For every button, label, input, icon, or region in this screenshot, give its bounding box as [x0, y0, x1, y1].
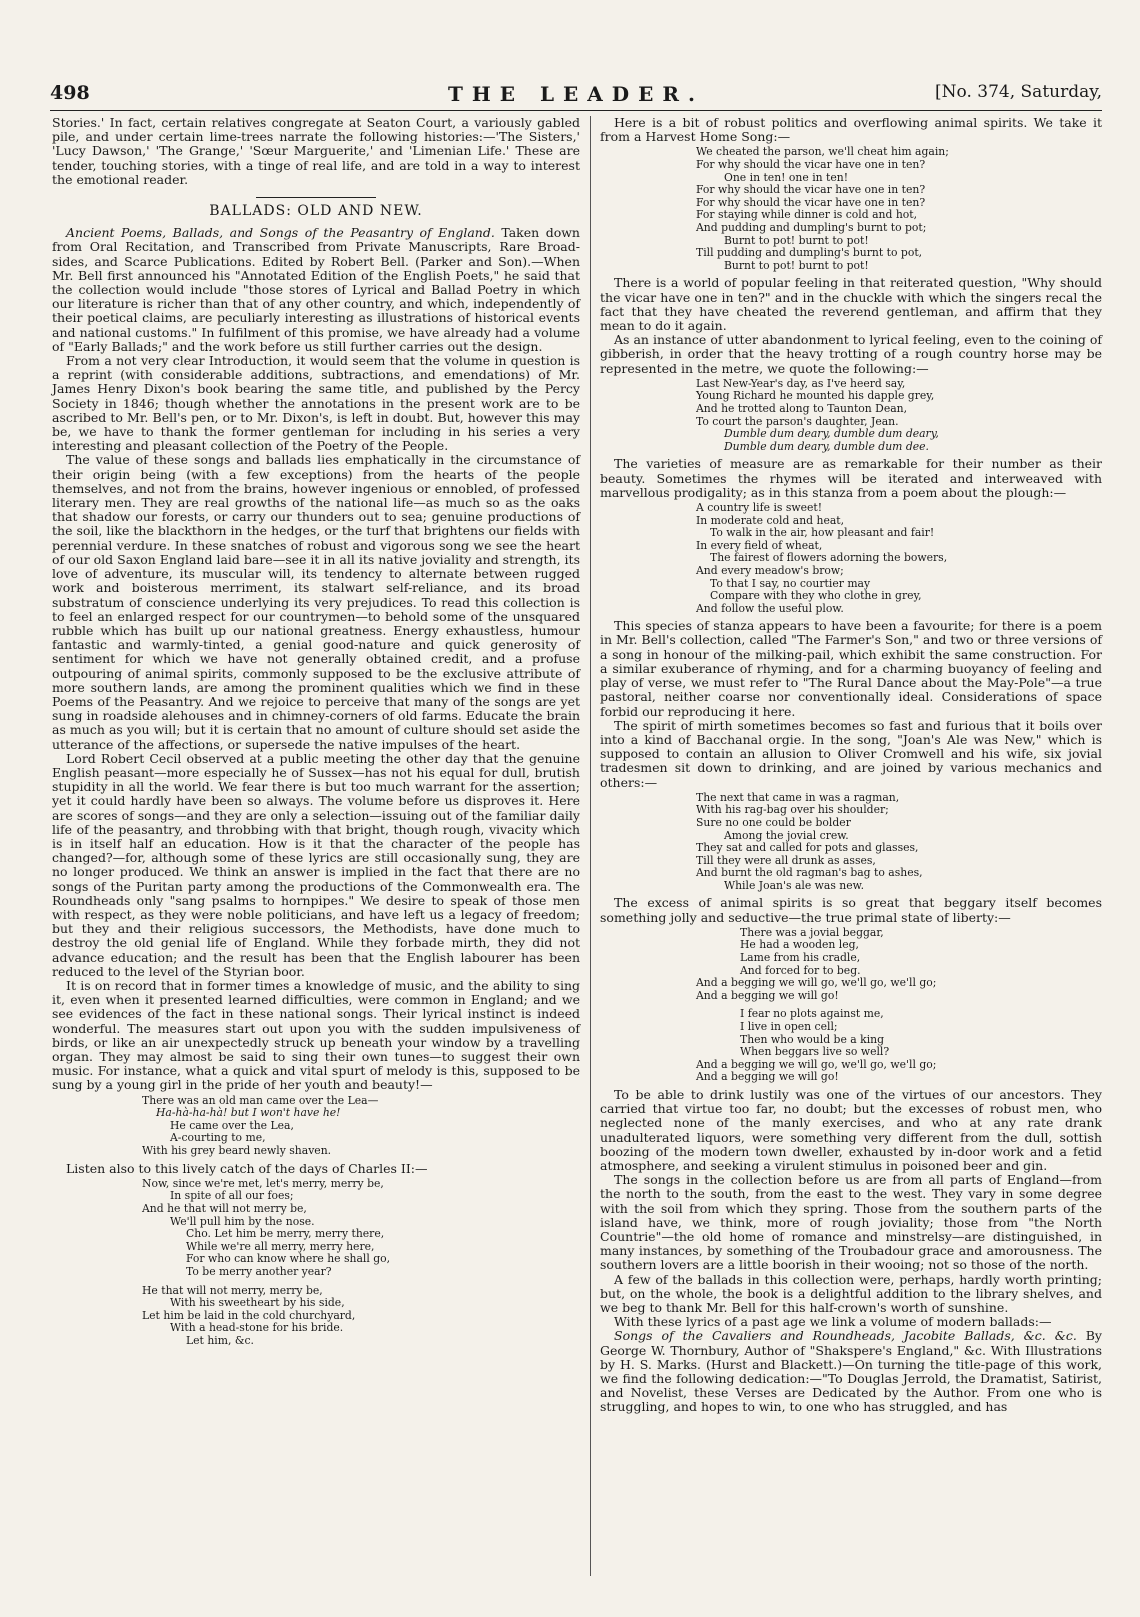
verse-line: Compare with they who clothe in grey, — [710, 589, 922, 603]
verse-line: While we're all merry, merry here, — [186, 1239, 375, 1253]
verse-line: For why should the vicar have one in ten? — [696, 158, 926, 171]
verse-line: Till they were all drunk as asses, — [696, 853, 876, 867]
verse-line: One in ten! one in ten! — [724, 170, 849, 184]
verse-joans-ale — [600, 792, 1102, 893]
verse-line: Cho. Let him be merry, merry there, — [186, 1227, 385, 1241]
right-paragraph-6: The spirit of mirth sometimes becomes so fast and furious that it boils over into a kind of Bacchanal orgie. In the song, "Joan's Ale was New," which is supposed to contain an allusion to Oliver Cromwell and his wife, six jovial tradesmen sit down to drinking, and are joined by various mechanics and others:— — [600, 717, 1102, 790]
verse-charles — [52, 1178, 580, 1348]
verse-harvest-home — [600, 146, 1102, 272]
verse-line: Young Richard he mounted his dapple grey, — [696, 389, 935, 403]
book-description: Taken down from Oral Recitation, and Transcribed from Private Manuscripts, Rare Broad-sides, and Scarce Publications. Edited by Robert Bell. (Parker and Son).—When Mr. Bell first announced his "Annotated Edition of the English Poets," he said that the collection would include "those stores of Lyrical and Ballad Poetry in which our literature is richer than that of any other country, and which, independently of their poetical claims, are peculiarly interesting as illustrations of historical events and national customs." In fulfilment of this promise, we have already had a volume of "Early Ballads;" and the work before us still further carries out the design. — [52, 225, 580, 354]
verse-line: A country life is sweet! — [696, 500, 823, 514]
verse-line: The fairest of flowers adorning the bowers, — [710, 551, 948, 565]
verse-line: In spite of all our foes; — [170, 1189, 294, 1203]
listen-paragraph: Listen also to this lively catch of the days of Charles II:— — [66, 1160, 428, 1176]
review-paragraph-2: From a not very clear Introduction, it would seem that the volume in question is a reprint (with considerable additions, subtractions, and emendations) of Mr. James Henry Dixon's book bearing the same title, and published by the Percy Society in 1846; though whether the annotations in the present work are to be ascribed to Mr. Bell's pen, or to Mr. Dixon's, is left in doubt. But, however this may be, we have to thank the former gentleman for including in his series a very interesting and pleasant collection of the Poetry of the People. — [52, 353, 580, 454]
verse-line: Till pudding and dumpling's burnt to pot, — [696, 246, 923, 260]
verse-plough — [600, 502, 1102, 615]
verse-line: And burnt the old ragman's bag to ashes, — [696, 866, 923, 880]
verse-line: For why should the vicar have one in ten? — [696, 195, 926, 209]
column-divider — [590, 116, 591, 1576]
verse-jovial-beggar — [600, 927, 1102, 1084]
verse-line: And a begging we will go! — [696, 1070, 839, 1084]
verse-taunton-dean — [600, 378, 1102, 454]
right-paragraph-1: Here is a bit of robust politics and overflowing animal spirits. We take it from a Harvest Home Song:— — [600, 115, 1102, 145]
right-paragraph-8: To be able to drink lustily was one of the virtues of our ancestors. They carried that virtue too far, no doubt; but the excesses of robust men, who neglected none of the manly exercises, and who at any rate drank unadulterated liquors, were something very different from the dull, sottish boozing of the modern town dweller, exhausted by in-door work and a fetid atmosphere, and seeking a virulent stimulus in poisoned beer and gin. — [600, 1087, 1102, 1174]
verse-line: Then who would be a king — [740, 1032, 885, 1046]
verse-line: Burnt to pot! burnt to pot! — [724, 258, 869, 272]
verse-line: While Joan's ale was new. — [724, 878, 865, 892]
verse-line: With his sweetheart by his side, — [170, 1296, 345, 1310]
verse-line: The next that came in was a ragman, — [696, 790, 900, 804]
review-paragraph-4: Lord Robert Cecil observed at a public meeting the other day that the genuine English peasant—more especially he of Sussex—has not his equal for dull, brutish stupidity in all the world. We fear there is but too much warrant for the assertion; yet it could hardly have been so always. The volume before us disproves it. Here are scores of songs—and they are only a selection—issuing out of the familiar daily life of the peasantry, and throbbing with that bright, though rough, vivacity which is in itself half an education. How is it that the character of the people has changed?—for, although some of these lyrics are still occasionally sung, they are no longer produced. We think an answer is implied in the fact that there are no songs of the Puritan party among the productions of the Commonwealth era. The Roundheads only "sang psalms to hornpipes." We desire to speak of those men with respect, as they were noble politicians, and have left us a legacy of freedom; but they and their religious successors, the Methodists, have done much to destroy the old genial life of England. While they forbade mirth, they did not advance education; and the result has been that the English labourer has been reduced to the level of the Styrian boor. — [52, 750, 580, 979]
verse-line: A-courting to me, — [170, 1131, 266, 1145]
right-paragraph-9: The songs in the collection before us are from all parts of England—from the north to the south, from the east to the west. They vary in some degree with the soil from which they spring. Those from the southern parts of the island have, we think, more of rough joviality; those from "the North Countrie"—the old home of romance and minstrelsy—are distinguished, in many instances, by something of the Troubadour grace and amorousness. The southern lovers are a little boorish in their wooing; not so those of the north. — [600, 1172, 1102, 1273]
verse-line: To that I say, no courtier may — [710, 576, 871, 590]
verse-line: And every meadow's brow; — [696, 563, 844, 577]
verse-line: And he that will not merry be, — [142, 1201, 307, 1215]
right-paragraph-10: A few of the ballads in this collection were, perhaps, hardly worth printing; but, on the whole, the book is a delightful addition to the library shelves, and we beg to thank Mr. Bell for this half-crown's worth of sunshine. — [600, 1271, 1102, 1316]
verse-line: And a begging we will go, we'll go, we'll go; — [696, 976, 937, 990]
review-paragraph-5: It is on record that in former times a knowledge of music, and the ability to sing it, even when it presented learned difficulties, were common in England; and we see evidences of the fact in these national songs. Their lyrical instinct is indeed wonderful. The measures start out upon you with the sudden impulsiveness of birds, or like an air unexpectedly struck up beneath your window by a travelling organ. They may almost be said to sing their own tunes—to suggest their own music. For instance, what a quick and vital spurt of melody is this, supposed to be sung by a young girl in the pride of her youth and beauty!— — [52, 977, 580, 1093]
verse-line: With his grey beard newly shaven. — [142, 1143, 332, 1157]
verse-line: Among the jovial crew. — [724, 828, 849, 842]
right-paragraph-7: The excess of animal spirits is so great that beggary itself becomes something jolly and seductive—the true primal state of liberty:— — [600, 895, 1102, 925]
verse-line: We cheated the parson, we'll cheat him again; — [696, 145, 949, 159]
verse-line: He had a wooden leg, — [740, 938, 859, 952]
right-paragraph-3: As an instance of utter abandonment to lyrical feeling, even to the coining of gibberish, in order that the heavy trotting of a rough country horse may be represented in the metre, we quote the following:— — [600, 332, 1102, 376]
verse-line: There was a jovial beggar, — [740, 925, 884, 939]
masthead — [50, 82, 1102, 110]
section-rule — [256, 197, 376, 198]
verse-line: And follow the useful plow. — [696, 601, 844, 615]
verse-line: And forced for to beg. — [740, 963, 861, 977]
right-column — [600, 116, 1102, 1415]
verse-line: Dumble dum deary, dumble dum deary, — [724, 427, 939, 441]
verse-line: For staying while dinner is cold and hot, — [696, 208, 918, 222]
right-paragraph-11: With these lyrics of a past age we link a volume of modern ballads:— — [614, 1314, 1052, 1330]
verse-line: There was an old man came over the Lea— — [142, 1093, 379, 1107]
verse-line: Sure no one could be bolder — [696, 815, 851, 829]
verse-line: To walk in the air, how pleasant and fair! — [710, 526, 935, 540]
verse-line: Ha-hà-ha-hà! but I won't have he! — [156, 1106, 341, 1120]
verse-line: And a begging we will go, we'll go, we'll go; — [696, 1057, 937, 1071]
verse-line: In every field of wheat, — [696, 538, 823, 552]
review-paragraph-1 — [52, 226, 580, 354]
book-title: Ancient Poems, Ballads, and Songs of the Peasantry of England. — [66, 225, 495, 241]
verse-line: Lame from his cradle, — [740, 951, 861, 965]
right-paragraph-4: The varieties of measure are as remarkable for their number as their beauty. Sometimes the rhymes will be iterated and interweaved with marvellous prodigality; as in this stanza from a poem about the plough:— — [600, 456, 1102, 500]
verse-line: With his rag-bag over his shoulder; — [696, 803, 889, 817]
verse-line: To be merry another year? — [186, 1264, 332, 1278]
verse-line: In moderate cold and heat, — [696, 513, 845, 527]
verse-line: When beggars live so well? — [740, 1045, 890, 1059]
review-paragraph-3: The value of these songs and ballads lies emphatically in the circumstance of their origin being (with a few exceptions) from the hearts of the people themselves, and not from the brains, however ingenious or ennobled, of professed literary men. They are real growths of the national life—as much so as the oaks that shadow our forests, or carry our thunders out to sea; genuine productions of the soil, like the blackthorn in the hedges, or the turf that brightens our fields with perennial verdure. In these snatches of robust and vigorous song we see the heart of our old Saxon England laid bare—see it in all its native joviality and strength, its love of adventure, its muscular will, its tendency to alternate between rugged work and boisterous merriment, its stalwart self-reliance, and its broad substratum of conscience underlying its very prejudices. To read this collection is to feel an enlarged respect for our countrymen—to behold some of the unsquared rubble which has built up our national greatness. Energy exhaustless, humour fantastic and warmly-tinted, a genial good-nature and quick generosity of sentiment for which we have not generally obtained credit, and a profuse outpouring of animal spirits, commonly supposed to be the exclusive attribute of more southern lands, are among the prominent qualities which we find in these Poems of the Peasantry. And we rejoice to perceive that many of the songs are yet sung in roadside alehouses and in chimney-corners of old farms. Educate the brain as much as you will; but it is certain that no amount of culture should set aside the utterance of the affections, or supersede the native impulses of the heart. — [52, 452, 580, 752]
verse-line: Now, since we're met, let's merry, merry be, — [142, 1176, 384, 1190]
verse-line: I fear no plots against me, — [740, 1007, 884, 1021]
verse-line: Burnt to pot! burnt to pot! — [724, 233, 869, 247]
right-paragraph-12 — [600, 1329, 1102, 1414]
verse-line: He came over the Lea, — [170, 1118, 294, 1132]
newspaper-title: THE LEADER. — [448, 82, 704, 106]
page-number: 498 — [50, 82, 90, 104]
verse-line: Let him, &c. — [186, 1333, 254, 1347]
right-paragraph-5: This species of stanza appears to have been a favourite; for there is a poem in Mr. Bell's collection, called "The Farmer's Son," and two or three versions of a song in honour of the milking-pail, which exhibit the same construction. For a similar exuberance of rhyming, and for a charming buoyancy of feeling and play of verse, we must refer to "The Rural Dance about the May-Pole"—a true pastoral, neither coarse nor conventionally ideal. Considerations of space forbid our reproducing it here. — [600, 618, 1102, 719]
verse-line: For who can know where he shall go, — [186, 1252, 391, 1266]
verse-line: And he trotted along to Taunton Dean, — [696, 401, 908, 415]
verse-line: To court the parson's daughter, Jean. — [696, 414, 899, 428]
header-rule — [50, 110, 1102, 111]
right-paragraph-2: There is a world of popular feeling in that reiterated question, "Why should the vicar have one in ten?" and in the chuckle with which the singers recal the fact that they have cheated the reverend gentleman, and affirm that they mean to do it again. — [600, 275, 1102, 333]
verse-line: Last New-Year's day, as I've heerd say, — [696, 376, 906, 390]
verse-line: Let him be laid in the cold churchyard, — [142, 1308, 356, 1322]
section-heading: BALLADS: OLD AND NEW. — [209, 203, 423, 220]
verse-line: He that will not merry, merry be, — [142, 1283, 323, 1297]
verse-line: They sat and called for pots and glasses, — [696, 841, 919, 855]
verse-line: For why should the vicar have one in ten? — [696, 183, 926, 197]
verse-line: And pudding and dumpling's burnt to pot; — [696, 220, 927, 234]
verse-line: Dumble dum deary, dumble dum dee. — [724, 439, 929, 453]
intro-paragraph: Stories.' In fact, certain relatives congregate at Seaton Court, a variously gabled pile, and under certain lime-trees narrate the following histories:—'The Sisters,' 'Lucy Dawson,' 'The Grange,' 'Sœur Marguerite,' and 'Limenian Life.' These are tender, touching stories, with a tinge of real life, and are told in a way to interest the emotional reader. — [52, 115, 580, 187]
left-column — [52, 116, 580, 1352]
issue-info: [No. 374, Saturday, — [935, 82, 1102, 102]
book2-title: Songs of the Cavaliers and Roundheads, Jacobite Ballads, &c. &c. — [614, 1328, 1077, 1344]
book2-description: By George W. Thornbury, Author of "Shakspere's England," &c. With Illustrations by H. S. Marks. (Hurst and Blackett.)—On turning the title-page of this work, we find the following dedication:—"To Douglas Jerrold, the Dramatist, Satirist, and Novelist, these Verses are Dedicated by the Author. From one who is struggling, and hopes to win, to one who has struggled, and has — [600, 1328, 1102, 1415]
verse-line: With a head-stone for his bride. — [170, 1321, 344, 1335]
verse-line: We'll pull him by the nose. — [170, 1214, 315, 1228]
verse-old-man — [52, 1095, 580, 1158]
verse-line: And a begging we will go! — [696, 988, 839, 1002]
verse-line: I live in open cell; — [740, 1020, 838, 1034]
